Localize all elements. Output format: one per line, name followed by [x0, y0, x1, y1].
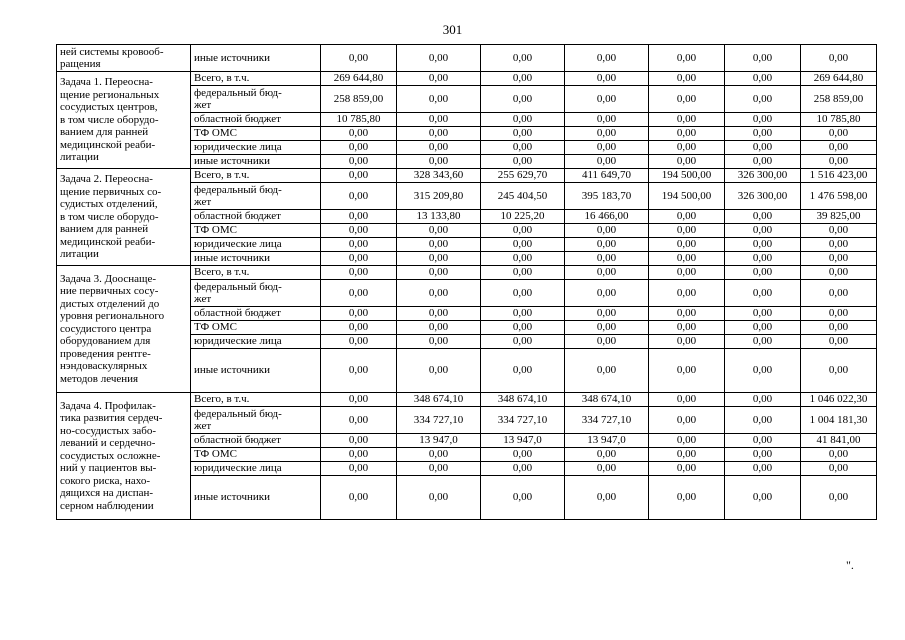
value-cell: 0,00 — [649, 462, 725, 476]
value-cell: 0,00 — [481, 266, 565, 280]
value-cell: 0,00 — [725, 210, 801, 224]
value-cell: 0,00 — [397, 72, 481, 86]
value-cell: 0,00 — [321, 280, 397, 307]
task-description-cell: Задача 2. Переосна- щение первичных со- судистых отделений, в том числе оборудо- ванием для ранней медицинской реаби- литации — [57, 169, 191, 266]
value-cell: 0,00 — [565, 280, 649, 307]
value-cell: 0,00 — [565, 86, 649, 113]
value-cell: 194 500,00 — [649, 183, 725, 210]
value-cell: 0,00 — [725, 141, 801, 155]
value-cell: 0,00 — [481, 252, 565, 266]
value-cell: 0,00 — [649, 224, 725, 238]
value-cell: 0,00 — [481, 238, 565, 252]
value-cell: 0,00 — [321, 335, 397, 349]
funding-source-cell: областной бюджет — [191, 307, 321, 321]
value-cell: 0,00 — [321, 183, 397, 210]
funding-source-cell: иные источники — [191, 349, 321, 393]
task-description-cell: Задача 3. Дооснаще- ние первичных сосу- дистых отделений до уровня регионального сосудистого центра оборудованием для проведения рентге- нэндоваскулярных методов лечения — [57, 266, 191, 393]
value-cell: 0,00 — [321, 155, 397, 169]
value-cell: 0,00 — [397, 266, 481, 280]
value-cell: 0,00 — [321, 210, 397, 224]
value-cell: 411 649,70 — [565, 169, 649, 183]
value-cell: 13 947,0 — [565, 434, 649, 448]
value-cell: 0,00 — [649, 127, 725, 141]
value-cell: 0,00 — [321, 321, 397, 335]
value-cell: 0,00 — [321, 434, 397, 448]
value-cell: 0,00 — [725, 434, 801, 448]
total-value-cell: 258 859,00 — [801, 86, 877, 113]
value-cell: 395 183,70 — [565, 183, 649, 210]
total-value-cell: 0,00 — [801, 335, 877, 349]
value-cell: 0,00 — [397, 321, 481, 335]
funding-source-cell: Всего, в т.ч. — [191, 72, 321, 86]
value-cell: 0,00 — [565, 113, 649, 127]
value-cell: 0,00 — [481, 280, 565, 307]
value-cell: 0,00 — [565, 141, 649, 155]
value-cell: 0,00 — [321, 407, 397, 434]
value-cell: 13 947,0 — [481, 434, 565, 448]
value-cell: 0,00 — [397, 238, 481, 252]
value-cell: 0,00 — [321, 393, 397, 407]
funding-source-cell: иные источники — [191, 252, 321, 266]
budget-table — [56, 44, 877, 520]
value-cell: 0,00 — [481, 224, 565, 238]
funding-source-cell: иные источники — [191, 155, 321, 169]
value-cell: 0,00 — [481, 321, 565, 335]
funding-source-cell: иные источники — [191, 476, 321, 520]
value-cell: 0,00 — [321, 349, 397, 393]
value-cell: 0,00 — [725, 462, 801, 476]
funding-source-cell: ТФ ОМС — [191, 448, 321, 462]
value-cell: 0,00 — [481, 476, 565, 520]
table-row — [57, 72, 877, 86]
value-cell: 326 300,00 — [725, 169, 801, 183]
total-value-cell: 0,00 — [801, 280, 877, 307]
total-value-cell: 0,00 — [801, 238, 877, 252]
total-value-cell: 0,00 — [801, 307, 877, 321]
funding-source-cell: юридические лица — [191, 335, 321, 349]
value-cell: 0,00 — [565, 127, 649, 141]
value-cell: 0,00 — [725, 280, 801, 307]
value-cell: 0,00 — [565, 238, 649, 252]
value-cell: 334 727,10 — [481, 407, 565, 434]
value-cell: 0,00 — [649, 448, 725, 462]
value-cell: 0,00 — [397, 462, 481, 476]
value-cell: 328 343,60 — [397, 169, 481, 183]
value-cell: 334 727,10 — [397, 407, 481, 434]
value-cell: 348 674,10 — [397, 393, 481, 407]
value-cell: 0,00 — [565, 252, 649, 266]
value-cell: 0,00 — [649, 155, 725, 169]
value-cell: 315 209,80 — [397, 183, 481, 210]
funding-source-cell: ТФ ОМС — [191, 224, 321, 238]
value-cell: 0,00 — [321, 127, 397, 141]
value-cell: 0,00 — [725, 45, 801, 72]
value-cell: 0,00 — [649, 335, 725, 349]
value-cell: 0,00 — [725, 321, 801, 335]
closing-quote: ". — [846, 558, 854, 572]
value-cell: 0,00 — [397, 280, 481, 307]
task-description-cell: ней системы кровооб- ращения — [57, 45, 191, 72]
value-cell: 0,00 — [397, 252, 481, 266]
value-cell: 0,00 — [565, 476, 649, 520]
table-row — [57, 266, 877, 280]
funding-source-cell: Всего, в т.ч. — [191, 266, 321, 280]
value-cell: 334 727,10 — [565, 407, 649, 434]
total-value-cell: 41 841,00 — [801, 434, 877, 448]
value-cell: 0,00 — [725, 266, 801, 280]
value-cell: 0,00 — [481, 335, 565, 349]
value-cell: 0,00 — [649, 252, 725, 266]
value-cell: 0,00 — [725, 86, 801, 113]
value-cell: 0,00 — [649, 349, 725, 393]
value-cell: 258 859,00 — [321, 86, 397, 113]
value-cell: 0,00 — [321, 476, 397, 520]
value-cell: 0,00 — [321, 266, 397, 280]
total-value-cell: 0,00 — [801, 349, 877, 393]
task-description-cell: Задача 4. Профилак- тика развития сердеч- но-сосудистых забо- леваний и сердечно- сосудистых осложне- ний у пациентов вы- сокого риска, нахо- дящихся на диспан- серном наблюдении — [57, 393, 191, 520]
value-cell: 0,00 — [321, 141, 397, 155]
funding-source-cell: федеральный бюд- жет — [191, 86, 321, 113]
total-value-cell: 1 516 423,00 — [801, 169, 877, 183]
value-cell: 194 500,00 — [649, 169, 725, 183]
funding-source-cell: иные источники — [191, 45, 321, 72]
value-cell: 0,00 — [481, 127, 565, 141]
value-cell: 0,00 — [565, 155, 649, 169]
value-cell: 0,00 — [397, 86, 481, 113]
value-cell: 0,00 — [481, 448, 565, 462]
value-cell: 348 674,10 — [565, 393, 649, 407]
total-value-cell: 39 825,00 — [801, 210, 877, 224]
value-cell: 0,00 — [649, 307, 725, 321]
funding-source-cell: юридические лица — [191, 141, 321, 155]
value-cell: 0,00 — [565, 335, 649, 349]
value-cell: 0,00 — [725, 476, 801, 520]
value-cell: 0,00 — [481, 155, 565, 169]
value-cell: 0,00 — [321, 462, 397, 476]
value-cell: 326 300,00 — [725, 183, 801, 210]
value-cell: 0,00 — [321, 252, 397, 266]
value-cell: 0,00 — [649, 113, 725, 127]
funding-source-cell: Всего, в т.ч. — [191, 169, 321, 183]
table-row — [57, 169, 877, 183]
value-cell: 0,00 — [397, 45, 481, 72]
value-cell: 0,00 — [397, 349, 481, 393]
value-cell: 0,00 — [321, 448, 397, 462]
total-value-cell: 1 046 022,30 — [801, 393, 877, 407]
total-value-cell: 1 004 181,30 — [801, 407, 877, 434]
value-cell: 0,00 — [397, 476, 481, 520]
value-cell: 0,00 — [481, 72, 565, 86]
value-cell: 0,00 — [725, 349, 801, 393]
funding-source-cell: юридические лица — [191, 462, 321, 476]
value-cell: 0,00 — [397, 224, 481, 238]
value-cell: 13 133,80 — [397, 210, 481, 224]
value-cell: 0,00 — [725, 127, 801, 141]
value-cell: 0,00 — [725, 72, 801, 86]
value-cell: 0,00 — [397, 448, 481, 462]
funding-source-cell: областной бюджет — [191, 210, 321, 224]
value-cell: 10 785,80 — [321, 113, 397, 127]
value-cell: 0,00 — [725, 238, 801, 252]
total-value-cell: 10 785,80 — [801, 113, 877, 127]
value-cell: 0,00 — [397, 307, 481, 321]
total-value-cell: 269 644,80 — [801, 72, 877, 86]
value-cell: 0,00 — [565, 349, 649, 393]
total-value-cell: 0,00 — [801, 321, 877, 335]
value-cell: 0,00 — [481, 349, 565, 393]
value-cell: 0,00 — [565, 45, 649, 72]
funding-source-cell: федеральный бюд- жет — [191, 407, 321, 434]
value-cell: 0,00 — [725, 224, 801, 238]
funding-source-cell: областной бюджет — [191, 434, 321, 448]
value-cell: 0,00 — [725, 448, 801, 462]
value-cell: 0,00 — [725, 393, 801, 407]
value-cell: 0,00 — [481, 45, 565, 72]
value-cell: 0,00 — [649, 476, 725, 520]
value-cell: 0,00 — [397, 155, 481, 169]
total-value-cell: 0,00 — [801, 224, 877, 238]
value-cell: 0,00 — [321, 169, 397, 183]
funding-source-cell: ТФ ОМС — [191, 321, 321, 335]
value-cell: 0,00 — [397, 127, 481, 141]
value-cell: 0,00 — [649, 393, 725, 407]
value-cell: 0,00 — [725, 252, 801, 266]
value-cell: 0,00 — [649, 210, 725, 224]
value-cell: 0,00 — [725, 307, 801, 321]
value-cell: 269 644,80 — [321, 72, 397, 86]
funding-source-cell: федеральный бюд- жет — [191, 183, 321, 210]
value-cell: 0,00 — [481, 307, 565, 321]
value-cell: 0,00 — [321, 45, 397, 72]
total-value-cell: 0,00 — [801, 127, 877, 141]
value-cell: 0,00 — [481, 141, 565, 155]
total-value-cell: 0,00 — [801, 252, 877, 266]
value-cell: 255 629,70 — [481, 169, 565, 183]
total-value-cell: 0,00 — [801, 462, 877, 476]
value-cell: 13 947,0 — [397, 434, 481, 448]
value-cell: 0,00 — [321, 238, 397, 252]
total-value-cell: 0,00 — [801, 155, 877, 169]
value-cell: 0,00 — [397, 335, 481, 349]
value-cell: 0,00 — [481, 86, 565, 113]
value-cell: 0,00 — [565, 462, 649, 476]
table-row — [57, 45, 877, 72]
funding-source-cell: юридические лица — [191, 238, 321, 252]
value-cell: 0,00 — [565, 448, 649, 462]
value-cell: 0,00 — [725, 155, 801, 169]
funding-source-cell: федеральный бюд- жет — [191, 280, 321, 307]
value-cell: 0,00 — [725, 335, 801, 349]
value-cell: 0,00 — [649, 280, 725, 307]
value-cell: 0,00 — [649, 141, 725, 155]
total-value-cell: 0,00 — [801, 45, 877, 72]
value-cell: 16 466,00 — [565, 210, 649, 224]
value-cell: 0,00 — [649, 321, 725, 335]
value-cell: 0,00 — [649, 407, 725, 434]
value-cell: 10 225,20 — [481, 210, 565, 224]
value-cell: 0,00 — [565, 321, 649, 335]
value-cell: 0,00 — [649, 238, 725, 252]
value-cell: 0,00 — [725, 407, 801, 434]
total-value-cell: 1 476 598,00 — [801, 183, 877, 210]
value-cell: 0,00 — [321, 307, 397, 321]
value-cell: 245 404,50 — [481, 183, 565, 210]
page-number: 301 — [442, 22, 463, 37]
task-description-cell: Задача 1. Переосна- щение региональных сосудистых центров, в том числе оборудо- ванием для ранней медицинской реаби- литации — [57, 72, 191, 169]
total-value-cell: 0,00 — [801, 266, 877, 280]
value-cell: 0,00 — [649, 72, 725, 86]
value-cell: 0,00 — [481, 462, 565, 476]
value-cell: 0,00 — [565, 224, 649, 238]
funding-source-cell: областной бюджет — [191, 113, 321, 127]
value-cell: 0,00 — [649, 45, 725, 72]
funding-source-cell: ТФ ОМС — [191, 127, 321, 141]
value-cell: 0,00 — [565, 307, 649, 321]
value-cell: 0,00 — [321, 224, 397, 238]
value-cell: 0,00 — [649, 86, 725, 113]
total-value-cell: 0,00 — [801, 448, 877, 462]
value-cell: 0,00 — [725, 113, 801, 127]
total-value-cell: 0,00 — [801, 141, 877, 155]
value-cell: 348 674,10 — [481, 393, 565, 407]
value-cell: 0,00 — [649, 434, 725, 448]
value-cell: 0,00 — [397, 141, 481, 155]
value-cell: 0,00 — [649, 266, 725, 280]
table-row — [57, 393, 877, 407]
value-cell: 0,00 — [565, 72, 649, 86]
total-value-cell: 0,00 — [801, 476, 877, 520]
value-cell: 0,00 — [397, 113, 481, 127]
value-cell: 0,00 — [565, 266, 649, 280]
funding-source-cell: Всего, в т.ч. — [191, 393, 321, 407]
value-cell: 0,00 — [481, 113, 565, 127]
